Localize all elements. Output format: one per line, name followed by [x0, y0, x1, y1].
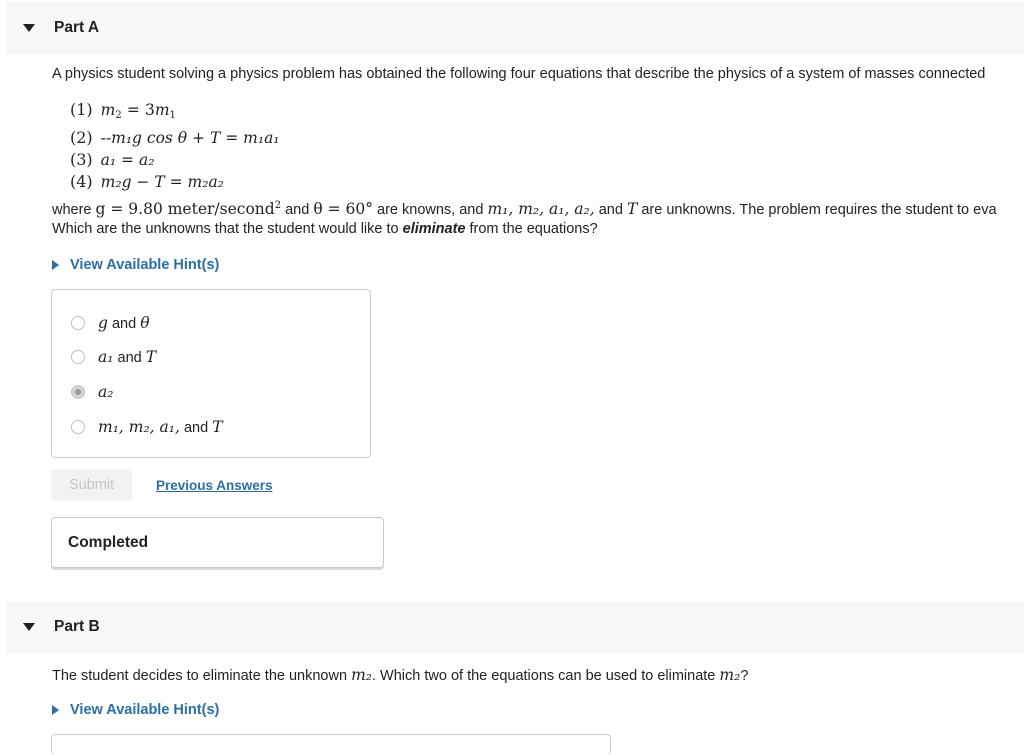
view-hints-toggle-a[interactable]: View Available Hint(s): [52, 257, 219, 273]
g-value: g = 9.80 meter/second$^2$: [95, 200, 282, 218]
radio-button[interactable]: [71, 420, 85, 434]
equation-3: (3) a₁ = a₂: [70, 150, 155, 169]
option-g-and-theta[interactable]: g and θ: [71, 314, 150, 332]
status-completed: Completed: [68, 533, 149, 551]
part-b-question: The student decides to eliminate the unknown m₂. Which two of the equations can be used to eliminate m₂?: [52, 666, 749, 684]
problem-intro: A physics student solving a physics problem has obtained the following four equations that describe the physics of a system of masses connected: [52, 66, 986, 82]
radio-button[interactable]: [71, 350, 85, 364]
equation-4: (4) m₂g − T = m₂a₂: [70, 172, 224, 191]
collapse-caret-icon[interactable]: [23, 623, 35, 631]
part-a-header[interactable]: [6, 2, 1024, 54]
radio-button[interactable]: [71, 316, 85, 330]
answer-options: [51, 289, 371, 458]
submit-button[interactable]: Submit: [51, 469, 132, 501]
option-m1-m2-a1-t[interactable]: m₁, m₂, a₁, and T: [71, 418, 223, 436]
status-box: [51, 517, 384, 568]
part-b-header[interactable]: [6, 601, 1024, 653]
expand-caret-icon: [52, 705, 59, 715]
view-hints-toggle-b[interactable]: View Available Hint(s): [52, 702, 219, 718]
equation-1: (1) $m_2 = 3m_1$: [70, 100, 176, 121]
expand-caret-icon: [52, 260, 59, 270]
equation-2: (2) --m₁g cos θ + T = m₁a₁: [70, 128, 280, 147]
part-b-answer-box: [51, 734, 611, 755]
option-a2[interactable]: a₂: [71, 383, 113, 401]
question-text: Which are the unknowns that the student would like to eliminate from the equations?: [52, 221, 598, 237]
part-b-title: Part B: [54, 618, 100, 635]
collapse-caret-icon[interactable]: [23, 24, 35, 32]
theta-value: θ = 60°: [313, 200, 373, 218]
eliminate-emphasis: eliminate: [402, 221, 466, 237]
unknowns-list: m₁, m₂, a₁, a₂,: [487, 200, 595, 218]
equation-list: [70, 99, 280, 193]
part-a-title: Part A: [54, 19, 100, 36]
option-a1-and-t[interactable]: a₁ and T: [71, 348, 156, 366]
previous-answers-link[interactable]: Previous Answers: [156, 478, 273, 493]
knowns-statement: where g = 9.80 meter/second$^2$ and θ = 60° are knowns, and m₁, m₂, a₁, a₂, and T are unknowns. The problem requires the student to eva: [52, 200, 997, 218]
radio-button-selected[interactable]: [71, 385, 85, 399]
